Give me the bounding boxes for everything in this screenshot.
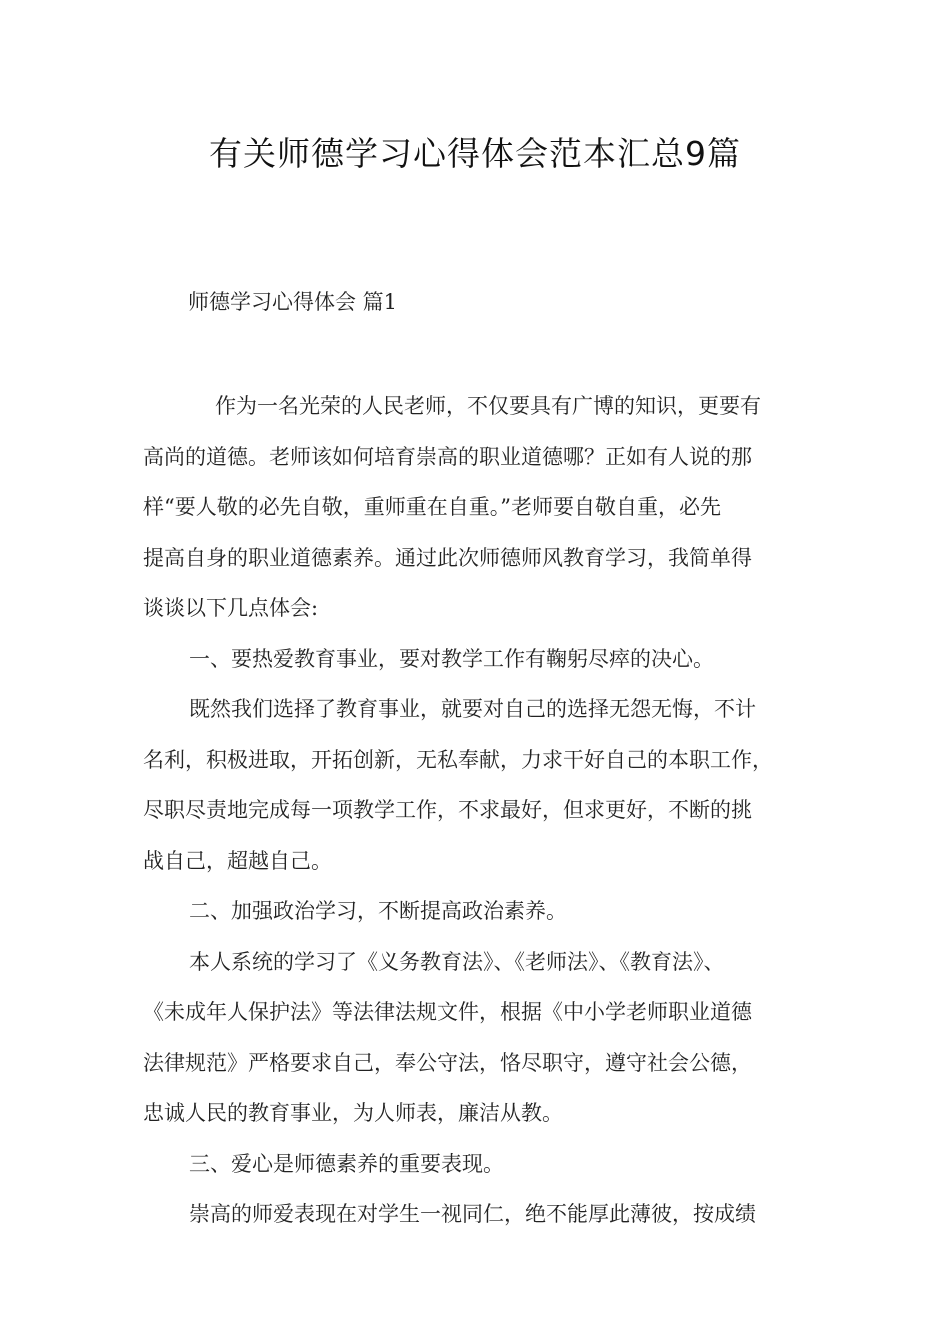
paragraph-line: 崇高的师爱表现在对学生一视同仁，绝不能厚此薄彼，按成绩 bbox=[189, 1202, 756, 1226]
paragraph-line: 既然我们选择了教育事业，就要对自己的选择无怨无悔，不计 bbox=[189, 697, 756, 721]
document-title: 有关师德学习心得体会范本汇总9篇 bbox=[209, 134, 741, 173]
paragraph-line: 提高自身的职业道德素养。通过此次师德师风教育学习，我简单得 bbox=[143, 545, 752, 570]
paragraph-line: 高尚的道德。老师该如何培育崇高的职业道德哪？正如有人说的那 bbox=[143, 444, 752, 469]
section-heading: 师德学习心得体会 篇1 bbox=[188, 290, 398, 314]
paragraph-line: 样“要人敬的必先自敬，重师重在自重。”老师要自敬自重，必先 bbox=[143, 495, 721, 519]
paragraph-line: 忠诚人民的教育事业，为人师表，廉洁从教。 bbox=[143, 1101, 563, 1125]
paragraph-line: 法律规范》严格要求自己，奉公守法，恪尽职守，遵守社会公德， bbox=[143, 1050, 752, 1075]
paragraph-line: 名利，积极进取，开拓创新，无私奉献，力求干好自己的本职工作， bbox=[143, 747, 773, 772]
point-heading-3: 三、爱心是师德素养的重要表现。 bbox=[189, 1151, 504, 1176]
body-text bbox=[143, 381, 823, 1240]
point-heading-1: 一、要热爱教育事业，要对教学工作有鞠躬尽瘁的决心。 bbox=[189, 646, 714, 671]
paragraph-line: 战自己，超越自己。 bbox=[143, 848, 332, 873]
paragraph-line: 《未成年人保护法》等法律法规文件，根据《中小学老师职业道德 bbox=[143, 1000, 752, 1024]
paragraph-line: 作为一名光荣的人民老师，不仅要具有广博的知识，更要有 bbox=[215, 394, 761, 418]
paragraph-line: 本人系统的学习了《义务教育法》、《老师法》、《教育法》、 bbox=[189, 949, 725, 974]
point-heading-2: 二、加强政治学习，不断提高政治素养。 bbox=[189, 899, 567, 923]
paragraph-line: 尽职尽责地完成每一项教学工作，不求最好，但求更好，不断的挑 bbox=[143, 798, 752, 822]
paragraph-line: 谈谈以下几点体会: bbox=[143, 596, 319, 620]
